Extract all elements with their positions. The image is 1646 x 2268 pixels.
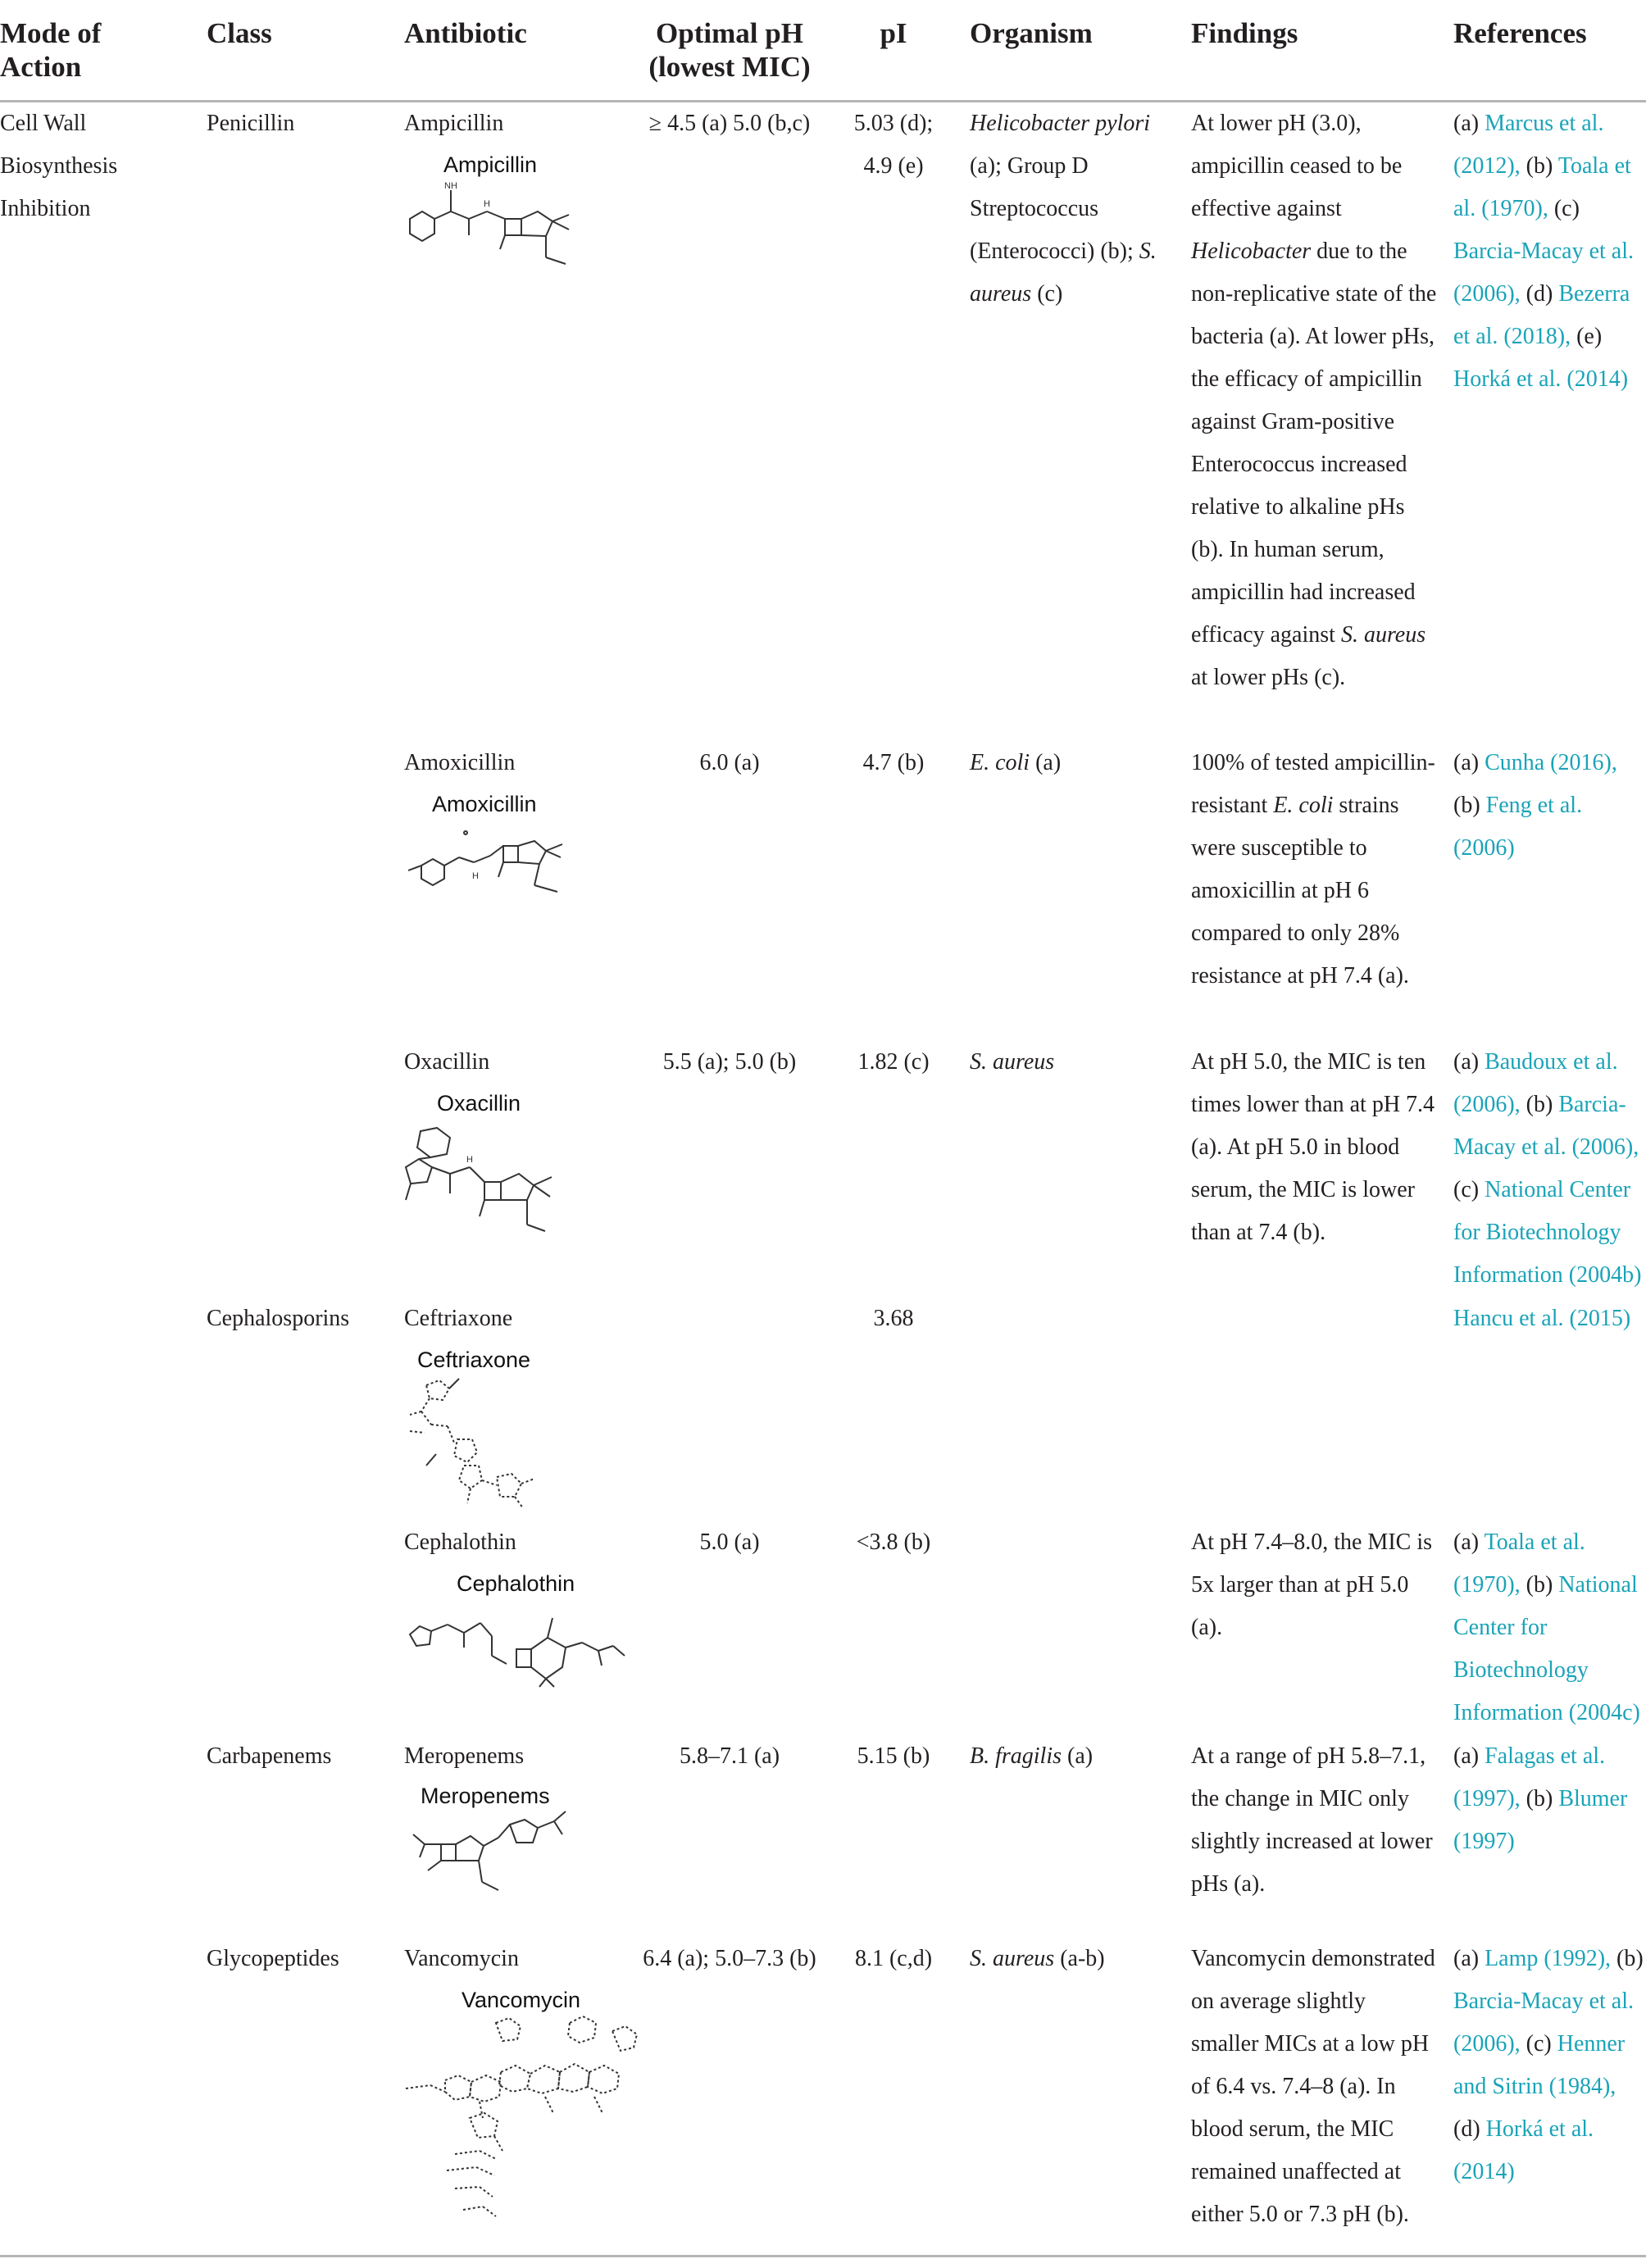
antibiotic-name-vancomycin: Vancomycin — [404, 1946, 519, 1971]
pi-vancomycin: 8.1 (c,d) — [854, 1946, 933, 1971]
ampicillin-structure-image — [402, 182, 590, 272]
ref-tag: (b) — [1520, 1092, 1559, 1117]
references-meropenems — [1453, 1735, 1646, 1863]
ref-tag: (b) — [1520, 153, 1558, 179]
header-references: References — [1453, 17, 1587, 49]
organism-part: B. fragilis — [970, 1743, 1062, 1769]
ref-link[interactable]: Feng et al. (2006) — [1453, 793, 1583, 861]
findings-part: 100% of tested ampicillin-resistant — [1191, 750, 1435, 818]
organism-part: (a); Group D Streptococcus (Enterococci) (b); — [970, 153, 1139, 264]
organism-part: E. coli — [970, 750, 1030, 775]
pi-meropenems: 5.15 (b) — [857, 1743, 930, 1769]
findings-part: At lower pH (3.0), ampicillin ceased to be effective against — [1191, 111, 1403, 221]
ref-tag: (c) — [1548, 196, 1580, 221]
pi-oxacillin: 1.82 (c) — [857, 1049, 930, 1075]
organism-part: S. aureus — [970, 1049, 1055, 1075]
antibiotic-name-oxacillin: Oxacillin — [404, 1049, 490, 1075]
ref-tag: (b) — [1611, 1946, 1644, 1971]
ref-link[interactable]: Baudoux et al. (2006), — [1453, 1049, 1618, 1117]
pi-cephalothin: <3.8 (b) — [856, 1529, 931, 1555]
references-cephalothin — [1453, 1521, 1646, 1734]
pi-ampicillin: 5.03 (d); 4.9 (e) — [853, 111, 934, 179]
antibiotic-name-ampicillin: Ampicillin — [404, 111, 504, 136]
optimal-ph-vancomycin: 6.4 (a); 5.0–7.3 (b) — [643, 1946, 816, 1971]
ref-link[interactable]: Horká et al. (2014) — [1453, 366, 1629, 392]
organism-part: (a) — [1030, 750, 1062, 775]
class-cell-carbapenems: Carbapenems — [207, 1743, 332, 1769]
ref-link[interactable]: National Center for Biotechnology Information (2004c) — [1453, 1572, 1640, 1725]
ref-link[interactable]: Bezerra et al. (2018), — [1453, 281, 1630, 349]
organism-part: Helicobacter pylori — [970, 111, 1151, 136]
organism-oxacillin — [970, 1041, 1175, 1084]
mode-of-action-cell: Cell Wall Biosynthesis Inhibition — [0, 111, 118, 221]
class-cell-glycopeptides: Glycopeptides — [207, 1946, 339, 1971]
findings-part: Helicobacter — [1191, 239, 1312, 264]
header-optimal-ph: Optimal pH (lowest MIC) — [648, 17, 811, 83]
ref-link[interactable]: Lamp (1992), — [1485, 1946, 1612, 1971]
findings-part: strains were susceptible to amoxicillin at pH 6 compared to only 28% resistance at pH 7.4 (a). — [1191, 793, 1409, 989]
oxacillin-structure-image — [389, 1125, 570, 1276]
findings-part: At a range of pH 5.8–7.1, the change in MIC only slightly increased at lower pHs (a). — [1191, 1743, 1433, 1897]
findings-oxacillin — [1191, 1041, 1437, 1254]
findings-part: At pH 5.0, the MIC is ten times lower than at pH 7.4 (a). At pH 5.0 in blood serum, the MIC is lower than at 7.4 (b). — [1191, 1049, 1435, 1245]
ref-tag: (c) — [1520, 2031, 1557, 2057]
ref-link[interactable]: Falagas et al. (1997), — [1453, 1743, 1606, 1811]
references-ceftriaxone — [1453, 1298, 1646, 1340]
references-ampicillin — [1453, 102, 1646, 401]
ref-link[interactable]: Barcia-Macay et al. (2006), — [1453, 239, 1634, 307]
antibiotic-name-amoxicillin: Amoxicillin — [404, 750, 516, 775]
header-class: Class — [207, 17, 272, 49]
ref-link[interactable]: National Center for Biotechnology Information (2004b) — [1453, 1177, 1642, 1288]
header-findings: Findings — [1191, 17, 1298, 49]
optimal-ph-cephalothin: 5.0 (a) — [699, 1529, 760, 1555]
svg-text:H: H — [484, 199, 490, 209]
ref-tag: (a) — [1453, 1743, 1485, 1769]
structure-label-meropenems: Meropenems — [421, 1784, 550, 1808]
meropenems-structure-image — [402, 1811, 582, 1910]
findings-part: E. coli — [1273, 793, 1334, 818]
structure-label-amoxicillin: Amoxicillin — [432, 792, 537, 816]
organism-part: S. aureus — [970, 239, 1157, 307]
ref-tag: (a) — [1453, 1946, 1485, 1971]
references-oxacillin — [1453, 1041, 1646, 1297]
ref-link[interactable]: Blumer (1997) — [1453, 1786, 1628, 1854]
findings-meropenems — [1191, 1735, 1437, 1906]
structure-label-ceftriaxone: Ceftriaxone — [417, 1348, 531, 1372]
findings-amoxicillin — [1191, 742, 1437, 998]
findings-part: at lower pHs (c). — [1191, 665, 1346, 690]
ref-tag: (a) — [1453, 750, 1485, 775]
findings-cephalothin — [1191, 1521, 1437, 1649]
antibiotic-name-cephalothin: Cephalothin — [404, 1529, 516, 1555]
optimal-ph-ampicillin: ≥ 4.5 (a) 5.0 (b,c) — [648, 111, 811, 136]
references-vancomycin — [1453, 1938, 1646, 2193]
structure-label-cephalothin: Cephalothin — [457, 1571, 575, 1596]
organism-part: (a) — [1062, 1743, 1094, 1769]
ref-tag: (e) — [1571, 324, 1603, 349]
ref-link[interactable]: Barcia-Macay et al. (2006), — [1453, 1092, 1639, 1160]
optimal-ph-amoxicillin: 6.0 (a) — [699, 750, 760, 775]
class-cell-penicillin: Penicillin — [207, 111, 295, 136]
pi-ceftriaxone: 3.68 — [873, 1306, 914, 1331]
findings-part: Vancomycin demonstrated on average slightly smaller MICs at a low pH of 6.4 vs. 7.4–8 (a). In blood serum, the MIC remained unaffected at either 5.0 or 7.3 pH (b). — [1191, 1946, 1435, 2227]
pi-amoxicillin: 4.7 (b) — [862, 750, 925, 775]
vancomycin-structure-image — [398, 2007, 643, 2228]
ceftriaxone-structure-image — [402, 1374, 566, 1513]
ref-tag: (c) — [1453, 1177, 1485, 1202]
ref-tag: (d) — [1520, 281, 1559, 307]
organism-part: (c) — [1031, 281, 1063, 307]
references-amoxicillin — [1453, 742, 1646, 870]
ref-tag: (a) — [1453, 1529, 1485, 1555]
ref-link[interactable]: Toala et al. (1970), — [1453, 153, 1631, 221]
structure-label-oxacillin: Oxacillin — [437, 1091, 521, 1116]
header-organism: Organism — [970, 17, 1093, 49]
findings-ampicillin — [1191, 102, 1437, 699]
ref-link[interactable]: Hancu et al. (2015) — [1453, 1306, 1631, 1331]
optimal-ph-meropenems: 5.8–7.1 (a) — [679, 1743, 780, 1769]
organism-amoxicillin — [970, 742, 1175, 784]
ref-link[interactable]: Henner and Sitrin (1984), — [1453, 2031, 1626, 2099]
findings-part: due to the non-replicative state of the bacteria (a). At lower pHs, the efficacy of ampicillin against Gram-positive Enterococcus increased relative to alkaline pHs (b). In human serum, ampicillin had increased efficacy against — [1191, 239, 1437, 648]
organism-vancomycin — [970, 1938, 1175, 1980]
amoxicillin-structure-image — [402, 820, 590, 902]
structure-label-ampicillin: Ampicillin — [443, 152, 538, 177]
svg-text:H: H — [466, 1155, 473, 1165]
svg-text:H: H — [472, 871, 479, 881]
cephalothin-structure-image — [402, 1600, 631, 1690]
organism-part: (a-b) — [1054, 1946, 1105, 1971]
organism-ampicillin — [970, 102, 1175, 316]
ref-link[interactable]: Toala et al. (1970), — [1453, 1529, 1585, 1598]
ref-tag: (b) — [1520, 1786, 1559, 1811]
ref-tag: (b) — [1453, 793, 1486, 818]
ref-tag: (b) — [1520, 1572, 1559, 1598]
svg-text:NH: NH — [444, 181, 457, 191]
ref-link[interactable]: Barcia-Macay et al. (2006), — [1453, 1988, 1634, 2057]
ref-link[interactable]: Marcus et al. (2012), — [1453, 111, 1604, 179]
footer-rule — [0, 2255, 1646, 2257]
header-mode-of-action: Mode of Action — [0, 17, 102, 83]
header-antibiotic: Antibiotic — [404, 17, 527, 49]
ref-tag: (d) — [1453, 2116, 1486, 2142]
findings-part: At pH 7.4–8.0, the MIC is 5x larger than at pH 5.0 (a). — [1191, 1529, 1432, 1640]
organism-part: S. aureus — [970, 1946, 1055, 1971]
class-cell-cephalosporins: Cephalosporins — [207, 1306, 350, 1331]
ref-tag: (a) — [1453, 1049, 1485, 1075]
organism-meropenems — [970, 1735, 1175, 1778]
header-pi: pI — [880, 17, 907, 49]
optimal-ph-oxacillin: 5.5 (a); 5.0 (b) — [662, 1049, 797, 1075]
antibiotic-name-meropenems: Meropenems — [404, 1743, 525, 1769]
ref-link[interactable]: Horká et al. (2014) — [1453, 2116, 1594, 2184]
structure-label-vancomycin: Vancomycin — [462, 1988, 581, 2012]
ref-tag: (a) — [1453, 111, 1485, 136]
findings-part: S. aureus — [1340, 622, 1426, 648]
ref-link[interactable]: Cunha (2016), — [1485, 750, 1617, 775]
antibiotic-name-ceftriaxone: Ceftriaxone — [404, 1306, 513, 1331]
findings-vancomycin — [1191, 1938, 1437, 2236]
